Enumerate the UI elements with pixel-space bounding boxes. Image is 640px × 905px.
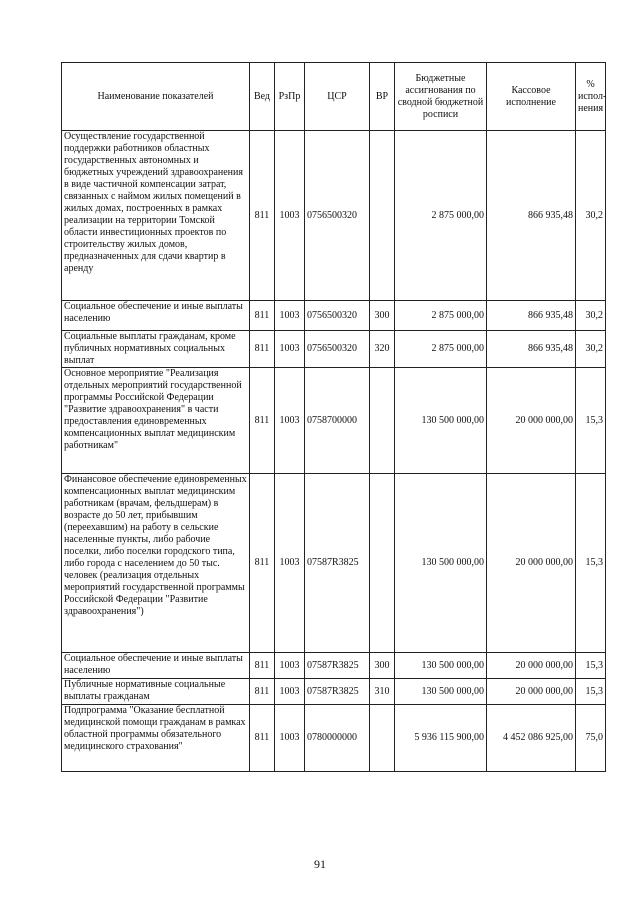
header-budget: Бюджетные ассигнования по сводной бюджетной росписи xyxy=(395,63,487,131)
row-pct: 15,3 xyxy=(576,368,606,474)
row-pct: 15,3 xyxy=(576,474,606,653)
row-ved: 811 xyxy=(250,368,275,474)
table-header-row xyxy=(62,63,606,131)
row-csr: 0780000000 xyxy=(305,705,370,772)
row-ved: 811 xyxy=(250,301,275,331)
header-csr: ЦСР xyxy=(305,63,370,131)
row-budget: 130 500 000,00 xyxy=(395,474,487,653)
table-row xyxy=(62,705,606,772)
row-cash: 866 935,48 xyxy=(487,301,576,331)
row-budget: 130 500 000,00 xyxy=(395,368,487,474)
row-pct: 15,3 xyxy=(576,679,606,705)
row-rzpr: 1003 xyxy=(275,474,305,653)
row-rzpr: 1003 xyxy=(275,368,305,474)
row-rzpr: 1003 xyxy=(275,653,305,679)
row-name: Финансовое обеспечение единовременных компенсационных выплат медицинским работникам (врачам, фельдшерам) в возрасте до 50 лет, прибывшим (переехавшим) на работу в сельские населенные пункты, либо рабочие поселки, либо поселки городского типа, либо города с населением до 50 тыс. человек (реализация отдельных мероприятий государственной программы Российской Федерации "Развитие здравоохранения") xyxy=(62,474,250,653)
table-row xyxy=(62,368,606,474)
row-vr: 320 xyxy=(370,331,395,368)
row-rzpr: 1003 xyxy=(275,301,305,331)
table-row xyxy=(62,131,606,301)
header-cash: Кассовое исполнение xyxy=(487,63,576,131)
row-rzpr: 1003 xyxy=(275,705,305,772)
row-name: Осуществление государственной поддержки работников областных государственных автономных и бюджетных учреждений здравоохранения в виде частичной компенсации затрат, связанных с наймом жилых помещений в жилых домах, построенных в рамках реализации на территории Томской области инвестиционных проектов по строительству жилых домов, предназначенных для сдачи квартир в аренду xyxy=(62,131,250,301)
row-name: Социальное обеспечение и иные выплаты населению xyxy=(62,653,250,679)
row-budget: 2 875 000,00 xyxy=(395,131,487,301)
row-cash: 866 935,48 xyxy=(487,331,576,368)
budget-execution-table xyxy=(61,62,606,772)
row-budget: 2 875 000,00 xyxy=(395,301,487,331)
row-rzpr: 1003 xyxy=(275,679,305,705)
row-name: Подпрограмма "Оказание бесплатной медицинской помощи гражданам в рамках областной программы обязательного медицинского страхования" xyxy=(62,705,250,772)
row-ved: 811 xyxy=(250,131,275,301)
row-pct: 15,3 xyxy=(576,653,606,679)
row-cash: 20 000 000,00 xyxy=(487,474,576,653)
row-csr: 07587R3825 xyxy=(305,474,370,653)
row-rzpr: 1003 xyxy=(275,131,305,301)
table-row xyxy=(62,331,606,368)
row-csr: 07587R3825 xyxy=(305,653,370,679)
row-vr: 300 xyxy=(370,653,395,679)
table-row xyxy=(62,653,606,679)
row-vr xyxy=(370,705,395,772)
row-pct: 30,2 xyxy=(576,301,606,331)
row-ved: 811 xyxy=(250,679,275,705)
row-vr xyxy=(370,474,395,653)
row-vr: 300 xyxy=(370,301,395,331)
row-budget: 5 936 115 900,00 xyxy=(395,705,487,772)
header-ved: Вед xyxy=(250,63,275,131)
row-ved: 811 xyxy=(250,653,275,679)
header-pct: % испол-нения xyxy=(576,63,606,131)
row-csr: 0756500320 xyxy=(305,301,370,331)
row-name: Основное мероприятие "Реализация отдельных мероприятий государственной программы Российской Федерации "Развитие здравоохранения" в части предоставления единовременных компенсационных выплат медицинским работникам" xyxy=(62,368,250,474)
row-cash: 20 000 000,00 xyxy=(487,653,576,679)
row-pct: 75,0 xyxy=(576,705,606,772)
table-row xyxy=(62,679,606,705)
table-row xyxy=(62,474,606,653)
row-csr: 0756500320 xyxy=(305,331,370,368)
row-ved: 811 xyxy=(250,331,275,368)
row-budget: 130 500 000,00 xyxy=(395,653,487,679)
row-rzpr: 1003 xyxy=(275,331,305,368)
row-budget: 2 875 000,00 xyxy=(395,331,487,368)
row-name: Социальное обеспечение и иные выплаты населению xyxy=(62,301,250,331)
row-name: Публичные нормативные социальные выплаты гражданам xyxy=(62,679,250,705)
row-cash: 20 000 000,00 xyxy=(487,679,576,705)
header-vr: ВР xyxy=(370,63,395,131)
row-csr: 07587R3825 xyxy=(305,679,370,705)
row-vr xyxy=(370,131,395,301)
row-name: Социальные выплаты гражданам, кроме публичных нормативных социальных выплат xyxy=(62,331,250,368)
table-row xyxy=(62,301,606,331)
row-csr: 0756500320 xyxy=(305,131,370,301)
row-vr: 310 xyxy=(370,679,395,705)
row-cash: 20 000 000,00 xyxy=(487,368,576,474)
header-name: Наименование показателей xyxy=(62,63,250,131)
row-cash: 866 935,48 xyxy=(487,131,576,301)
row-budget: 130 500 000,00 xyxy=(395,679,487,705)
row-vr xyxy=(370,368,395,474)
row-csr: 0758700000 xyxy=(305,368,370,474)
row-pct: 30,2 xyxy=(576,331,606,368)
header-rzpr: РзПр xyxy=(275,63,305,131)
row-pct: 30,2 xyxy=(576,131,606,301)
page-number: 91 xyxy=(314,857,326,871)
row-cash: 4 452 086 925,00 xyxy=(487,705,576,772)
row-ved: 811 xyxy=(250,474,275,653)
row-ved: 811 xyxy=(250,705,275,772)
